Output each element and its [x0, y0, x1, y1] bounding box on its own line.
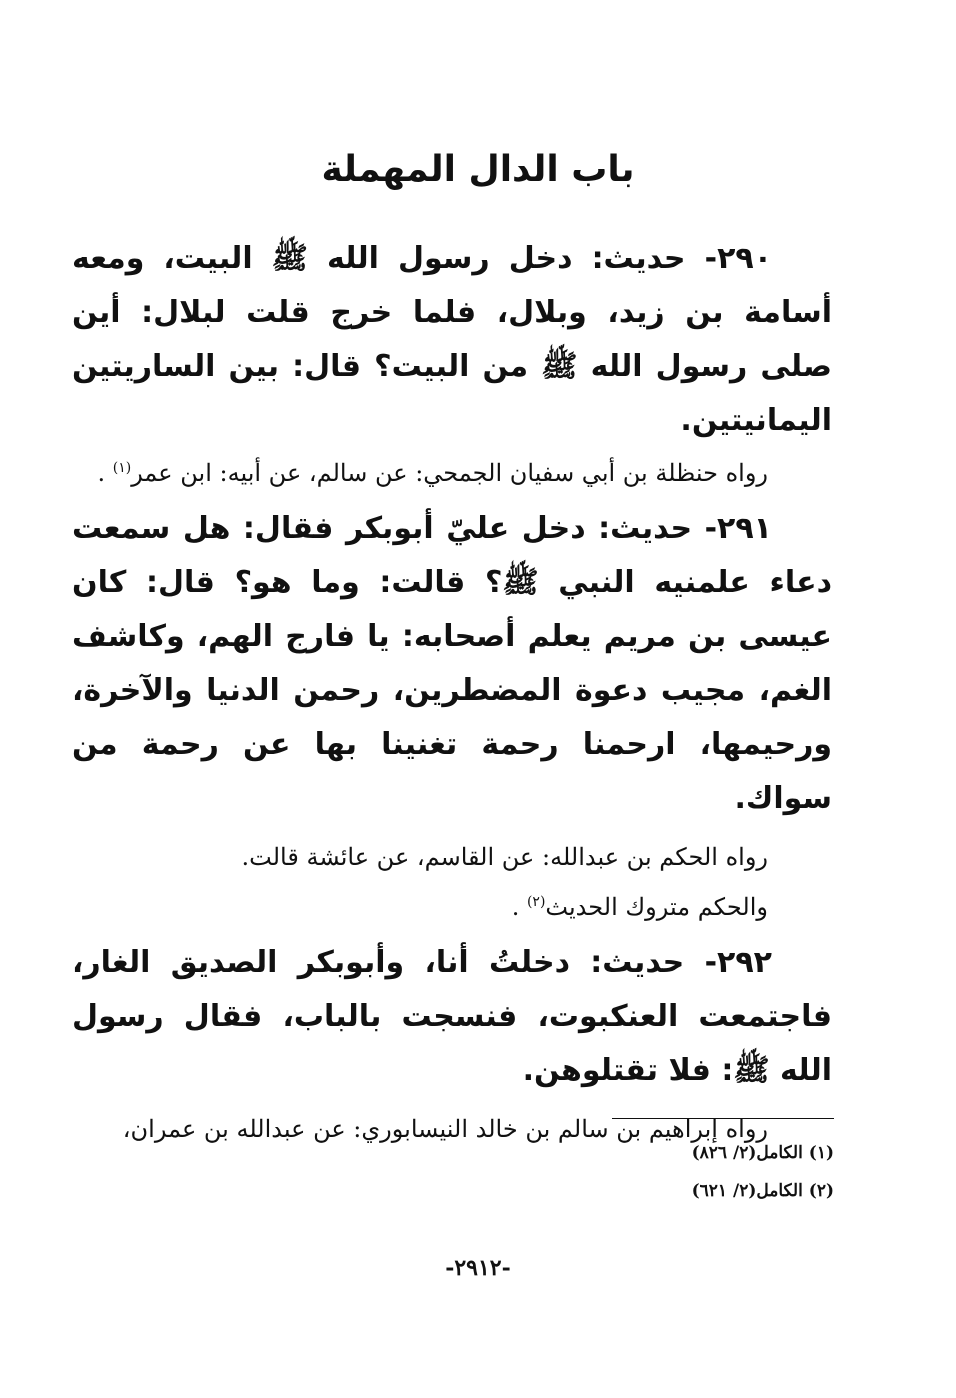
hadith-number: ٢٩٠-	[704, 241, 773, 276]
hadith-number: ٢٩١-	[704, 511, 772, 546]
hadith-text: حديث: دخل رسول الله ﷺ البيت، ومعه أسامة بن زيد، وبلال، فلما خرج قلت لبلال: أين صلى رسول الله ﷺ من البيت؟ قال: بين الساريتين اليمانيتين.	[72, 241, 832, 438]
hadith-291	[72, 502, 832, 826]
footnote-1: (١) الكامل(٢/ ٨٢٦)	[691, 1143, 834, 1163]
narration-text: والحكم متروك الحديث	[545, 893, 768, 921]
chapter-title: باب الدال المهملة	[321, 149, 635, 190]
narration-text: رواه الحكم بن عبدالله: عن القاسم، عن عائشة قالت.	[241, 843, 768, 871]
narration-end: .	[511, 893, 527, 921]
hadith-text: حديث: دخل عليّ أبوبكر فقال: هل سمعت دعاء علمنيه النبي ﷺ؟ قالت: وما هو؟ قال: كان عيسى بن مريم يعلم أصحابه: يا فارج الهم، وكاشف الغم، مجيب دعوة المضطرين، رحمن الدنيا والآخرة، ورحيمها، ارحمنا رحمة تغنينا بها عن رحمة من سواك.	[72, 511, 832, 816]
footnote-mark: (٢)	[526, 894, 546, 910]
footnote-2: (٢) الكامل(٢/ ٦٢١)	[691, 1181, 834, 1201]
narration-text: رواه حنظلة بن أبي سفيان الجمحي: عن سالم، عن أبيه: ابن عمر	[131, 459, 768, 487]
hadith-number: ٢٩٢-	[704, 945, 772, 980]
body-text	[72, 232, 832, 1158]
hadith-292	[72, 936, 832, 1098]
footnotes	[200, 1134, 834, 1210]
hadith-290	[72, 232, 832, 448]
narration-text: رواه إبراهيم بن سالم بن خالد النيسابوري: عن عبدالله بن عمران،	[122, 1115, 768, 1143]
footnote-divider	[612, 1118, 834, 1119]
page-number: -٢٩١٢-	[445, 1255, 511, 1281]
hadith-text: حديث: دخلتُ أنا، وأبوبكر الصديق الغار، فاجتمعت العنكبوت، فنسجت بالباب، فقال رسول الله ﷺ: فلا تقتلوهن.	[72, 945, 832, 1088]
footnote-mark: (١)	[112, 460, 132, 476]
narration-end: .	[97, 459, 113, 487]
narration	[72, 836, 832, 878]
narration	[72, 886, 832, 928]
narration	[72, 452, 832, 494]
